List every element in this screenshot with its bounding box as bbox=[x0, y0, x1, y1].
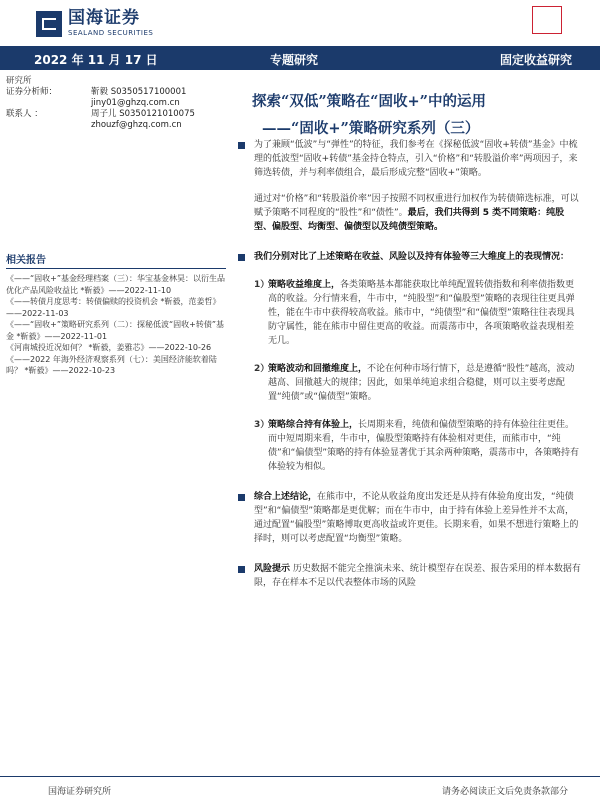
related-report-item[interactable]: 《——“固收+”基金经理档案（三）：华宝基金林昊：以衍生品优化产品风险收益比 *靳毅》——2022-11-10 bbox=[6, 274, 225, 295]
item-text: 各类策略基本都能获取比单纯配置转债指数和利率债指数更高的收益。分行情来看，牛市中，“纯股型”和“偏股型”策略的表现往往更具弹性，能在牛市中获得较高收益。熊市中，“纯债型”和“偏债型”策略往往表现具防守属性，能在熊市中留住更高的收益。而震荡市中，各项策略收益表现相差无几。 bbox=[268, 280, 575, 346]
related-reports-list bbox=[6, 273, 226, 377]
report-category: 固定收益研究 bbox=[499, 53, 572, 67]
report-type: 专题研究 bbox=[270, 53, 319, 67]
report-date: 2022 年 11 月 17 日 bbox=[34, 53, 158, 67]
risk-text: 历史数据不能完全推演未来、统计模型存在误差、报告采用的样本数据有限，存在样本不足以代表整体市场的风险 bbox=[254, 564, 581, 588]
related-report-item[interactable]: 《——转债月度思考：转债偏赎的投资机会 *靳毅，范姜哲》——2022-11-03 bbox=[6, 297, 221, 318]
intro-para-2-text: 通过对“价格”和“转股溢价率”因子按照不同权重进行加权作为转债筛选标准，可以赋予策略不同程度的“股性”和“债性”。 bbox=[254, 194, 579, 218]
summary-bullet-3 bbox=[232, 490, 582, 546]
contact-name-id: 周子儿 S0350121010075 bbox=[91, 109, 195, 119]
header-banner bbox=[0, 46, 600, 70]
item-heading: 策略波动和回撤维度上， bbox=[268, 364, 368, 374]
contact-email[interactable]: zhouzf@ghzq.com.cn bbox=[91, 120, 182, 130]
finding-item-3 bbox=[232, 418, 582, 474]
risk-heading: 风险提示 bbox=[254, 564, 291, 574]
report-title bbox=[252, 90, 486, 138]
logo-mark-icon bbox=[36, 11, 62, 37]
intro-para-2 bbox=[254, 192, 582, 234]
summary-bullet-1 bbox=[232, 138, 582, 234]
item-text: 长周期来看，纯债和偏债型策略的持有体验往往更佳。而中短周期来看，牛市中，偏股型策略持有体验相对更佳，而熊市中，“纯债”和“偏债型”策略的持有体验显著优于其余两种策略，震荡市中，各策略持有体验较为相似。 bbox=[268, 420, 579, 472]
item-text: 不论在何种市场行情下，总是遵循“股性”越高，波动越高、回撤越大的规律；因此，如果单纯追求组合稳健，则可以主要考虑配置“纯债”或“偏债型”策略。 bbox=[268, 364, 575, 402]
logo-cn: 国海证券 bbox=[68, 8, 140, 28]
item-number: 3） bbox=[254, 420, 270, 430]
page-footer bbox=[0, 776, 600, 797]
title-line-2: ——“固收+”策略研究系列（三） bbox=[262, 120, 480, 137]
related-report-item[interactable]: 《河南城投近况如何？ *靳毅，姜雅芯》——2022-10-26 bbox=[6, 343, 212, 352]
finding-item-2 bbox=[232, 362, 582, 404]
conclusion-heading: 综合上述结论， bbox=[254, 492, 318, 502]
institute-tag: 研究所 bbox=[6, 76, 32, 86]
item-number: 2） bbox=[254, 364, 270, 374]
analyst-name-id: 靳毅 S0350517100001 bbox=[91, 87, 187, 97]
contact-block bbox=[6, 109, 226, 131]
stamp-icon bbox=[532, 6, 562, 34]
intro-para-2-bold: 最后，我们共得到 5 类不同策略：纯股型、偏股型、均衡型、偏债型以及纯债型策略。 bbox=[254, 208, 565, 232]
related-report-item[interactable]: 《——2022 年海外经济观察系列（七）：美国经济能软着陆吗？ *靳毅》——2022-10-23 bbox=[6, 354, 217, 375]
contact-label: 联系人 ： bbox=[6, 109, 43, 119]
item-number: 1） bbox=[254, 280, 270, 290]
item-heading: 策略收益维度上， bbox=[268, 280, 341, 290]
main-content bbox=[232, 138, 582, 590]
bullet-2-heading: 我们分别对比了上述策略在收益、风险以及持有体验等三大维度上的表现情况： bbox=[254, 252, 570, 262]
analyst-email[interactable]: jiny01@ghzq.com.cn bbox=[91, 98, 180, 108]
company-logo bbox=[36, 10, 153, 37]
summary-bullet-4 bbox=[232, 562, 582, 590]
related-report-item[interactable]: 《——“固收+”策略研究系列（二）：探秘低波“固收+转债”基金 *靳毅》——2022-11-01 bbox=[6, 320, 224, 341]
logo-en: SEALAND SECURITIES bbox=[68, 29, 154, 37]
related-reports-title: 相关报告 bbox=[6, 255, 226, 269]
item-heading: 策略综合持有体验上， bbox=[268, 420, 359, 430]
footer-disclaimer: 请务必阅读正文后免责条款部分 bbox=[441, 787, 568, 797]
finding-item-1 bbox=[232, 278, 582, 348]
analyst-label: 证券分析师： bbox=[6, 87, 58, 97]
analyst-block bbox=[6, 87, 226, 109]
conclusion-text: 在熊市中，不论从收益角度出发还是从持有体验角度出发，“纯债型”和“偏债型”策略都是更优解；而在牛市中，由于持有体验上差异性并不太高，通过配置“偏股型”策略博取更高收益或许更佳。长期来看，如果不想进行策略上的择时，则可以考虑配置“均衡型”策略。 bbox=[254, 492, 579, 544]
sidebar bbox=[6, 76, 226, 377]
footer-left: 国海证券研究所 bbox=[48, 787, 112, 797]
title-line-1: 探索“双低”策略在“固收+”中的运用 bbox=[252, 93, 487, 110]
summary-bullet-2 bbox=[232, 250, 582, 264]
intro-para-1: 为了兼顾“低波”与“弹性”的特征，我们参考在《探秘低波“固收+转债”基金》中梳理的低波型“固收+转债”基金持仓特点，引入“价格”和“转股溢价率”两项因子，来筛选转债，并与利率债组合，最后形成完整“固收+”策略。 bbox=[254, 140, 578, 178]
